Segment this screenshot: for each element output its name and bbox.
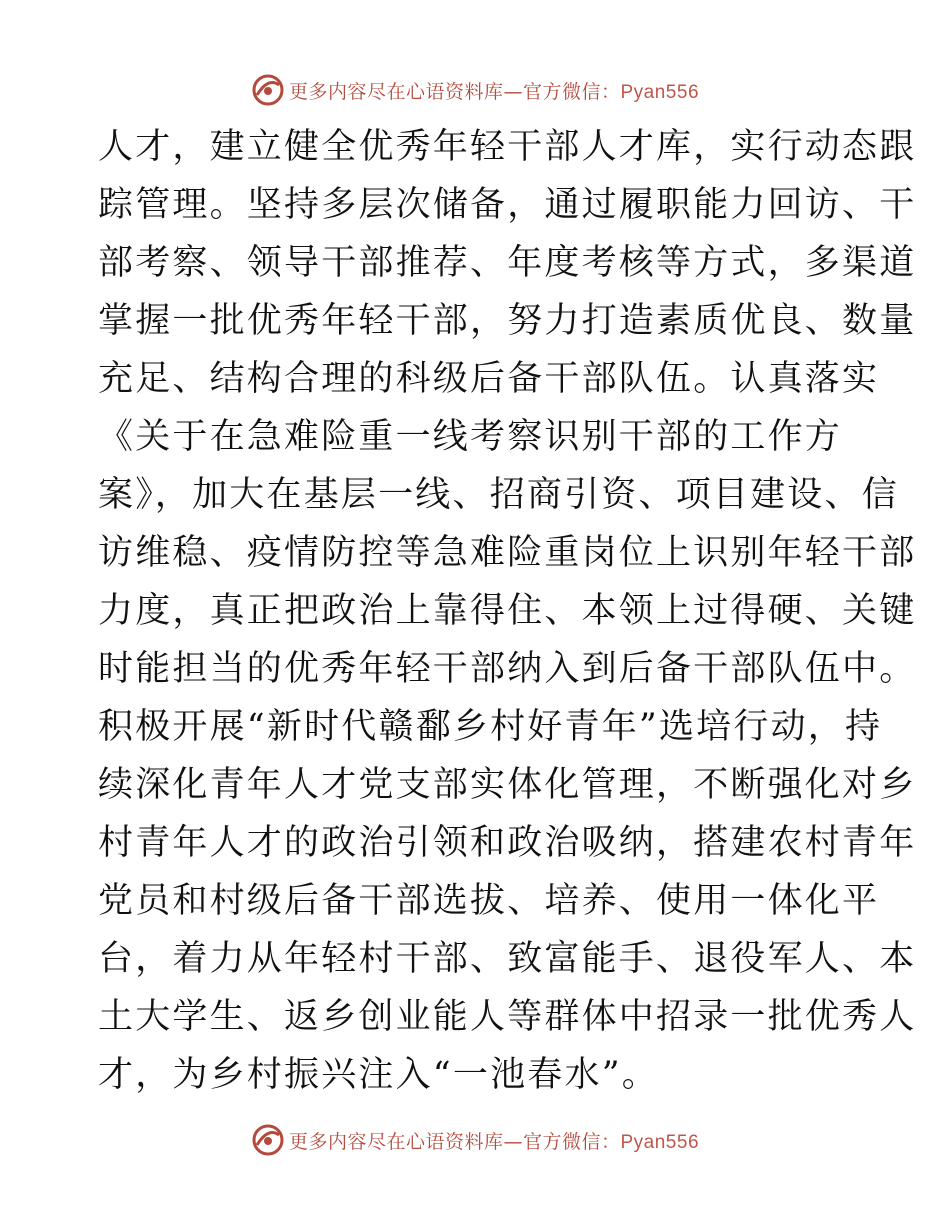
header-wechat-id: Pyan556 bbox=[620, 81, 700, 103]
footer-wechat-id: Pyan556 bbox=[620, 1131, 700, 1153]
body-line: 案》，加大在基层一线、招商引资、项目建设、信 bbox=[98, 475, 899, 515]
body-line: 党员和村级后备干部选拔、培养、使用一体化平 bbox=[98, 881, 880, 921]
brand-logo-icon bbox=[251, 1123, 285, 1157]
header-banner-text bbox=[289, 77, 699, 104]
body-line: 积极开展“新时代赣鄱乡村好青年”选培行动，持 bbox=[98, 707, 883, 747]
body-line: 部考察、领导干部推荐、年度考核等方式，多渠道 bbox=[98, 243, 917, 283]
body-line: 人才，建立健全优秀年轻干部人才库，实行动态跟 bbox=[98, 127, 917, 167]
brand-logo-icon bbox=[251, 73, 285, 107]
footer-watermark-banner bbox=[0, 1120, 950, 1160]
footer-separator: — bbox=[503, 1130, 523, 1153]
header-site-text: 更多内容尽在心语资料库 bbox=[288, 80, 504, 103]
body-line: 台，着力从年轻村干部、致富能手、退役军人、本 bbox=[98, 939, 917, 979]
body-line: 《关于在急难险重一线考察识别干部的工作方 bbox=[98, 417, 843, 457]
body-line: 掌握一批优秀年轻干部，努力打造素质优良、数量 bbox=[98, 301, 917, 341]
body-line: 踪管理。坚持多层次储备，通过履职能力回访、干 bbox=[98, 185, 917, 225]
footer-site-text: 更多内容尽在心语资料库 bbox=[288, 1130, 504, 1153]
body-line: 力度，真正把政治上靠得住、本领上过得硬、关键 bbox=[98, 591, 917, 631]
footer-banner-text bbox=[289, 1127, 699, 1154]
header-wechat-label: 官方微信： bbox=[522, 80, 621, 103]
body-line: 土大学生、返乡创业能人等群体中招录一批优秀人 bbox=[98, 997, 917, 1037]
body-line: 时能担当的优秀年轻干部纳入到后备干部队伍中。 bbox=[98, 649, 917, 689]
header-separator: — bbox=[503, 80, 523, 103]
body-line: 续深化青年人才党支部实体化管理，不断强化对乡 bbox=[98, 765, 917, 805]
document-body bbox=[98, 118, 917, 1104]
body-line: 才，为乡村振兴注入“一池春水”。 bbox=[98, 1055, 659, 1095]
body-line: 村青年人才的政治引领和政治吸纳，搭建农村青年 bbox=[98, 823, 917, 863]
body-line: 访维稳、疫情防控等急难险重岗位上识别年轻干部 bbox=[98, 533, 917, 573]
header-watermark-banner bbox=[0, 70, 950, 110]
body-line: 充足、结构合理的科级后备干部队伍。认真落实 bbox=[98, 359, 880, 399]
footer-wechat-label: 官方微信： bbox=[522, 1130, 621, 1153]
